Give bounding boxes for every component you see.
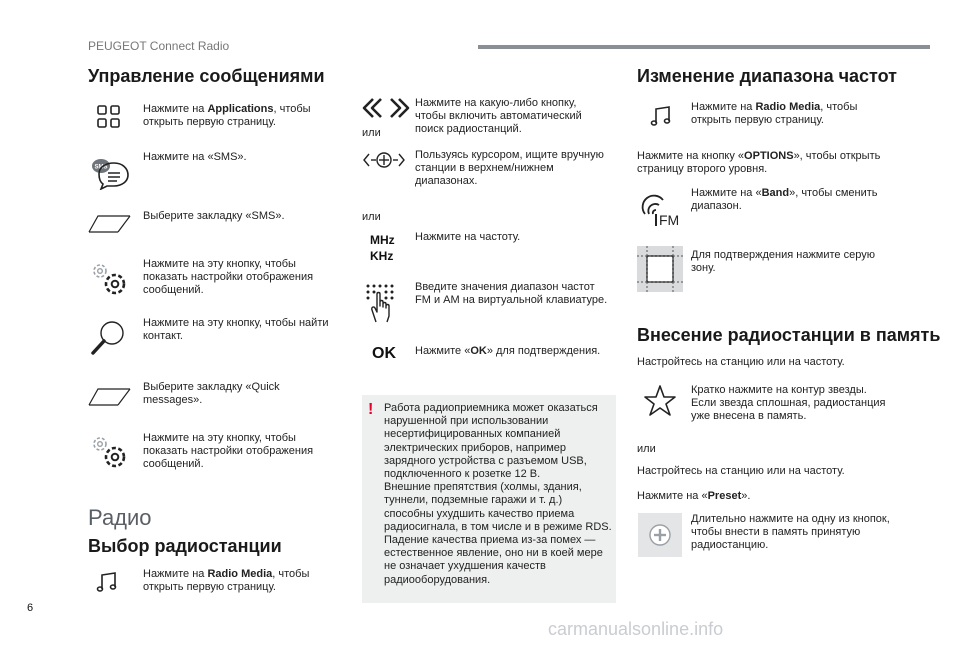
msg-step-2: Нажмите на «SMS».	[143, 151, 247, 163]
keypad-touch-icon	[364, 282, 400, 324]
msg-step-6: Выберите закладку «Quick messages».	[143, 381, 280, 406]
or-text-3: или	[637, 443, 656, 455]
sms-bubble-icon	[89, 156, 131, 190]
station-auto-search-text: Нажмите на какую-либо кнопку, чтобы включить автоматический поиск радиостанций.	[415, 97, 582, 135]
options-step-text: Нажмите на кнопку «OPTIONS», чтобы открыть страницу второго уровня.	[637, 150, 881, 175]
star-outline-icon	[643, 384, 677, 418]
frequency-units-icon	[370, 232, 395, 264]
warning-text: Работа радиоприемника может оказаться нарушенной при использовании несертифицированных компанией электрических приборов, например зарядного устройства с разъемом USB, подключенного к розетке 12 В. Внешние препятствия (холмы, здания, туннели, подземные гаражи и т. д.) способны ухудшить качество приема радиосигнала, в том числе и в режиме RDS. Падение качества приема из-за помех — естественное явление, оно ни в коей мере не означает ухудшения качеств радиооборудования.	[384, 402, 612, 586]
or-text-2: или	[362, 211, 381, 223]
khz-label: KHz	[370, 249, 394, 263]
or-text-1: или	[362, 127, 381, 139]
watermark-text: carmanualsonline.info	[548, 619, 724, 639]
save-setup-text-2: Настройтесь на станцию или на частоту.	[637, 465, 845, 477]
band-step-2: Нажмите на «Band», чтобы сменить диапазон.	[691, 187, 878, 212]
msg-step-1: Нажмите на Applications, чтобы открыть первую страницу.	[143, 103, 311, 128]
add-preset-icon	[638, 513, 682, 557]
section-title-messages: Управление сообщениями	[88, 66, 325, 86]
tab-shape-icon-2	[88, 387, 132, 407]
header-rule	[478, 45, 930, 49]
section-title-radio: Радио	[88, 505, 152, 530]
station-step-1: Нажмите на Radio Media, чтобы открыть первую страницу.	[143, 568, 310, 593]
search-icon	[89, 318, 129, 358]
svg-text:FM: FM	[659, 212, 680, 228]
applications-grid-icon	[96, 104, 122, 130]
save-step-star: Кратко нажмите на контур звезды. Если звезда сплошная, радиостанция уже внесена в память.	[691, 384, 886, 422]
section-title-save-station: Внесение радиостанции в память	[637, 325, 941, 345]
keypad-entry-text: Введите значения диапазон частот FM и AM на виртуальной клавиатуре.	[415, 281, 608, 306]
manual-header-title: PEUGEOT Connect Radio	[88, 39, 230, 53]
seek-arrows-icon	[362, 97, 410, 119]
fm-signal-icon	[641, 194, 683, 228]
station-manual-search-text: Пользуясь курсором, ищите вручную станции в верхнем/нижнем диапазонах.	[415, 149, 604, 187]
grey-zone-icon	[637, 246, 683, 292]
settings-gears-icon-2	[89, 433, 129, 471]
music-note-icon	[96, 570, 120, 594]
msg-step-3: Выберите закладку «SMS».	[143, 210, 285, 222]
music-note-icon-2	[650, 104, 674, 128]
mhz-label: MHz	[370, 233, 395, 247]
press-frequency-text: Нажмите на частоту.	[415, 231, 521, 243]
page-number: 6	[27, 602, 34, 614]
band-step-3: Для подтверждения нажмите серую зону.	[691, 249, 875, 274]
settings-gears-icon	[89, 260, 129, 298]
warning-exclamation-icon: !	[368, 401, 374, 418]
manual-cursor-icon	[362, 150, 412, 170]
save-setup-text-1: Настройтесь на станцию или на частоту.	[637, 356, 845, 368]
svg-text:SMS: SMS	[94, 164, 108, 171]
msg-step-4: Нажмите на эту кнопку, чтобы показать настройки отображения сообщений.	[143, 258, 314, 296]
ok-icon: OK	[372, 345, 396, 362]
msg-step-7: Нажмите на эту кнопку, чтобы показать настройки отображения сообщений.	[143, 432, 314, 470]
msg-step-5: Нажмите на эту кнопку, чтобы найти контакт.	[143, 317, 329, 342]
tab-shape-icon	[88, 214, 132, 234]
confirm-ok-text: Нажмите «OK» для подтверждения.	[415, 345, 601, 357]
section-title-station-select: Выбор радиостанции	[88, 536, 282, 556]
section-title-band-change: Изменение диапазона частот	[637, 66, 897, 86]
save-step-preset: Длительно нажмите на одну из кнопок, чтобы внести в память принятую радиостанцию.	[691, 513, 890, 551]
preset-step-text: Нажмите на «Preset».	[637, 490, 751, 502]
band-step-1: Нажмите на Radio Media, чтобы открыть первую страницу.	[691, 101, 858, 126]
